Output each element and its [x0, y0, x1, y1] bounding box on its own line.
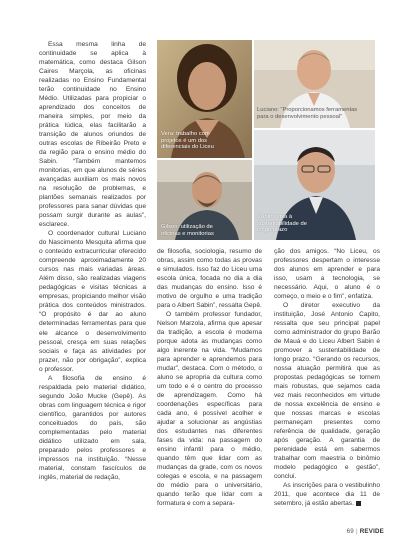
photo-capito [254, 130, 375, 240]
end-of-article-icon [356, 501, 361, 506]
caption-gilson: Gilson: utilização de oficinas e monitorias [161, 224, 214, 237]
page-footer [347, 528, 384, 535]
caption-capito: Capito: visa à sustentabilidade de longo prazo [257, 214, 307, 234]
paragraph: ção dos amigos. “No Liceu, os professores despertam o interesse dos alunos em aprender e para isso, usam a tecnologia, se necessário. Aqui, o aluno é o começo, o meio e o fim”, enfatiza. [274, 248, 380, 301]
paragraph-text: As inscrições para o vestibulinho 2011, que acontece dia 11 de setembro, já estão abertas. [274, 482, 380, 508]
caption-luciano: Luciano: “Proporcionamos ferramentas para o desenvolvimento pessoal” [257, 107, 358, 120]
paragraph [274, 481, 380, 508]
article-column-3 [274, 247, 380, 508]
paragraph: O diretor executivo da instituição, José Antonio Capito, ressalta que seu principal papel como administrador do grupo Barão de Mauá e do Liceu Albert Sabin é promover a sustentabilidade de longo prazo. “Gerando os recursos, nossa atuação permitirá que as propostas pedagógicas se tornem mais robustas, que sejamos cada vez mais reconhecidos em virtude de nossa excelência de ensino e que nossas marcas e escolas permaneçam presentes como referência de qualidade, geração após geração. A garantia de perenidade está em sabermos trabalhar com maestria o binômio modelo pedagógico e gestão”, conclui. [274, 302, 380, 481]
article-column-2 [157, 247, 262, 508]
paragraph: de filosofia, sociologia, resumo de obras, assim como todas as provas e simulados. Isso faz do Liceu uma escola única, focada no dia a dia das mudanças do ensino. Isso é motivo de orgulho e uma tradição para o Albert Sabin”, ressalta Gepê. [157, 248, 262, 310]
footer-separator: | [355, 528, 358, 535]
caption-vera: Vera: trabalho com projetos é um dos diferenciais do Liceu [161, 131, 214, 151]
paragraph: A filosofia de ensino é respaldada pelo material didático, segundo João Mucke (Gepê). As obras com linguagem técnica e rigor científico, garantidos por autores conceituados do país, são complementadas pelo material didático utilizado em sala, preparado pelos professores e impressos na instituição. “Nesse material, constam fascículos de inglês, material de redação, [39, 374, 146, 481]
article-column-1 [39, 40, 146, 482]
photo-gilson [157, 160, 252, 240]
page-number: 69 [346, 528, 354, 535]
photo-vera [157, 40, 252, 158]
magazine-name: REVIDE [359, 528, 384, 535]
paragraph: Essa mesma linha de continuidade se aplica à matemática, como destaca Gilson Caires Marçola, as oficinas realizadas no Ensino Fundamental terão continuidade no Ensino Médio. Utilizadas para propiciar o aprendizado dos conceitos de maneira simples, por meio da prática lúdica, elas facilitarão a transição de alunos oriundos de outras escolas de Ribeirão Preto e da região para o ensino médio do Sabin. “Também mantemos monitorias, em que alunos de séries avançadas auxiliam os mais novos na resolução de problemas, e plantões semanais realizados por professores para sanar dúvidas que possam surgir durante as aulas”, esclarece. [39, 41, 146, 229]
paragraph: O coordenador cultural Luciano do Nascimento Mesquita afirma que o conteúdo extracurricular oferecido compreende aproximadamente 20 cursos nas mais variadas áreas. Além disso, são realizadas viagens pedagógicas e visitas técnicas a empresas, propiciando melhor visão prática dos conteúdos ministrados. “O propósito é dar ao aluno determinadas ferramentas para que ele alcance o desenvolvimento pessoal, cresça em suas relações sociais e faça as atividades por prazer, não por obrigação”, explica o professor. [39, 230, 146, 373]
paragraph: O também professor fundador, Nelson Marzola, afirma que apesar da tradição, a escola é moderna porque adota as mudanças como algo inerente na vida. “Mudamos para aprender e aprendemos para mudar”, destaca. Com o método, o aluno se apropria da cultura como um todo e é o centro do processo de aprendizagem. Como há coordenações específicas para cada ano, é possível acolher e ajudar a solucionar as angústias dos estudantes nas diferentes fases da vida: na passagem do ensino infantil para o médio, quando têm que lidar com as mudanças da grade, com os novos colegas e escola, e na passagem do médio para o universitário, quando terão que lidar com a formatura e com a separa- [157, 311, 262, 508]
photo-luciano [254, 40, 375, 128]
